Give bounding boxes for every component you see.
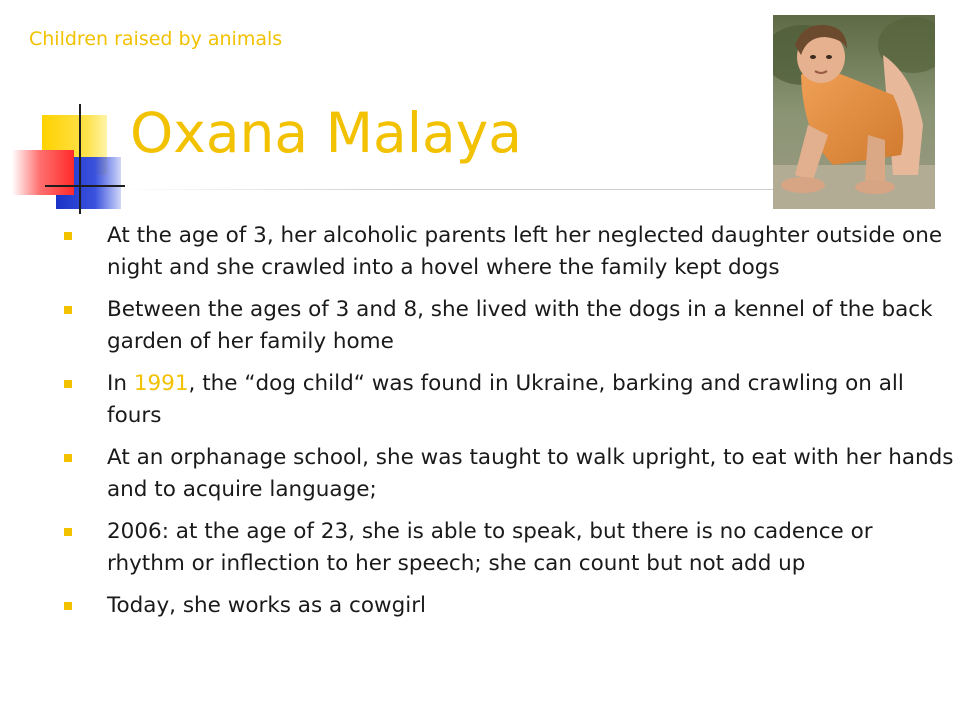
square-bullet-icon (64, 602, 72, 610)
bullet-item (64, 442, 954, 505)
square-bullet-icon (64, 528, 72, 536)
header-caption: Children raised by animals (29, 28, 283, 50)
bullet-text-after: , the “dog child“ was found in Ukraine, barking and crawling on all fours (107, 371, 904, 428)
bullet-list (64, 220, 954, 633)
square-bullet-icon (64, 306, 72, 314)
slide-title: Oxana Malaya (130, 101, 522, 165)
bullet-text: At an orphanage school, she was taught to walk upright, to eat with her hands and to acquire language; (107, 445, 954, 502)
girl-on-all-fours-photo (773, 15, 935, 209)
red-square-decoration (12, 150, 74, 195)
bullet-item (64, 590, 954, 622)
bullet-text (107, 371, 904, 428)
bullet-item (64, 294, 954, 357)
bullet-text-before: In (107, 371, 134, 396)
bullet-item (64, 220, 954, 283)
bullet-text: Today, she works as a cowgirl (107, 593, 427, 618)
bullet-item (64, 368, 954, 431)
bullet-text: At the age of 3, her alcoholic parents left her neglected daughter outside one night and she crawled into a hovel where the family kept dogs (107, 223, 943, 280)
portrait-photo (773, 15, 935, 209)
vertical-line-decoration (79, 104, 81, 214)
bullet-text: 2006: at the age of 23, she is able to speak, but there is no cadence or rhythm or inflection to her speech; she can count but not add up (107, 519, 873, 576)
highlighted-year: 1991 (133, 371, 189, 396)
square-bullet-icon (64, 380, 72, 388)
decorative-squares (0, 100, 140, 220)
horizontal-line-decoration (45, 185, 125, 187)
bullet-item (64, 516, 954, 579)
bullet-text: Between the ages of 3 and 8, she lived with the dogs in a kennel of the back garden of her family home (107, 297, 933, 354)
square-bullet-icon (64, 454, 72, 462)
square-bullet-icon (64, 232, 72, 240)
